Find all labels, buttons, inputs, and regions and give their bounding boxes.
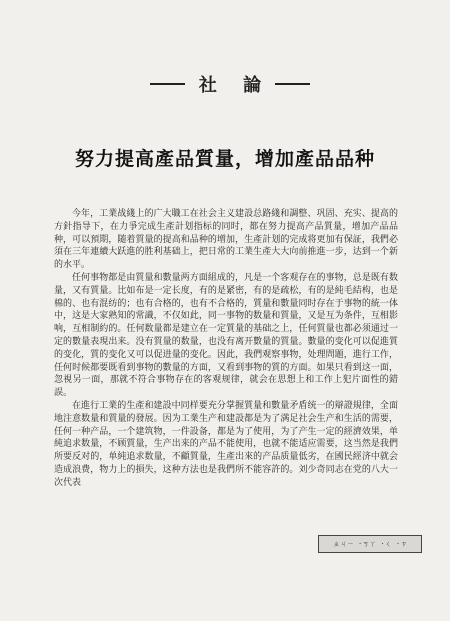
paragraph-1: 今年，工業战綫上的广大職工在社会主义建設总路綫和調整、巩固、充实、提高的方針指导下，在力爭完成生產計划指标的同时，都在努力提高产品質量，增加产品品种，可以預期，随着質量的提高和品种的增加，生產計划的完成将更加有保証，我們必須在三年連續大跃進的胜利基础上，把日常的工業生產大大向前推進一步，达到一个新的水平。: [54, 209, 398, 271]
column-label: 社 論: [198, 75, 272, 96]
paragraph-2: 任何事物都是由質量和數量两方面組成的，凡是一个客观存在的事物，总是既有数量，又有質量。比如布是一定长度，有的是紧密，有的是疏松，有的是純毛結构，也是棉的、也有混纺的；也有合格的，也有不合格的，質量和數量同时存在于事物的統一体中，这是大家熟知的常識，不仅如此，同一事物的数量和質量，又是互为条件，互相影响，互相制約的。任何数量都是建立在一定質量的基础之上，任何質量也都必须通过一定的數量表現出来。没有質量的数量，也没有离开數量的質量。數量的变化可以促進質的变化，質的变化又可以促进量的变化。因此，我們观察事物，处理問題，進行工作，任何时候都要既看到事物的數量的方面，又看到事物的質的方面。如果只看到这一面，忽視另一面，那就不符合事物存在的客观规律，就会在思想上和工作上犯片面性的錯誤。: [54, 272, 398, 399]
left-rule: [150, 83, 185, 85]
paragraph-3: 在進行工業的生產和建設中同样要充分掌握質量和數量矛盾统一的辯證規律，全面地注意数量和質量的發展。因为工業生产和建設都是为了满足社会生产和生活的需要，任何一种产品，一个建筑物，一件設备，都是为了使用，为了产生一定的經濟效果，单純追求数量，不顾質量，生产出来的产品不能使用，也就不能适应需要，这当然是我們所要反对的，单純追求数量，不顧質量，生產出來的产品质量低劣，在國民經济中就会造成浪费，物力上的損失，这种方法也是我們所不能容許的。刘少奇同志在党的八大一次代表: [54, 400, 398, 488]
article-body: [54, 208, 398, 490]
column-header: [150, 72, 310, 96]
catalog-stamp: ㄓㄐㄧ ·ㄎㄚ ·ㄑ ·ㄗ: [318, 535, 422, 553]
right-rule: [275, 83, 310, 85]
article-title: 努力提高產品質量，增加產品品种: [74, 148, 375, 170]
